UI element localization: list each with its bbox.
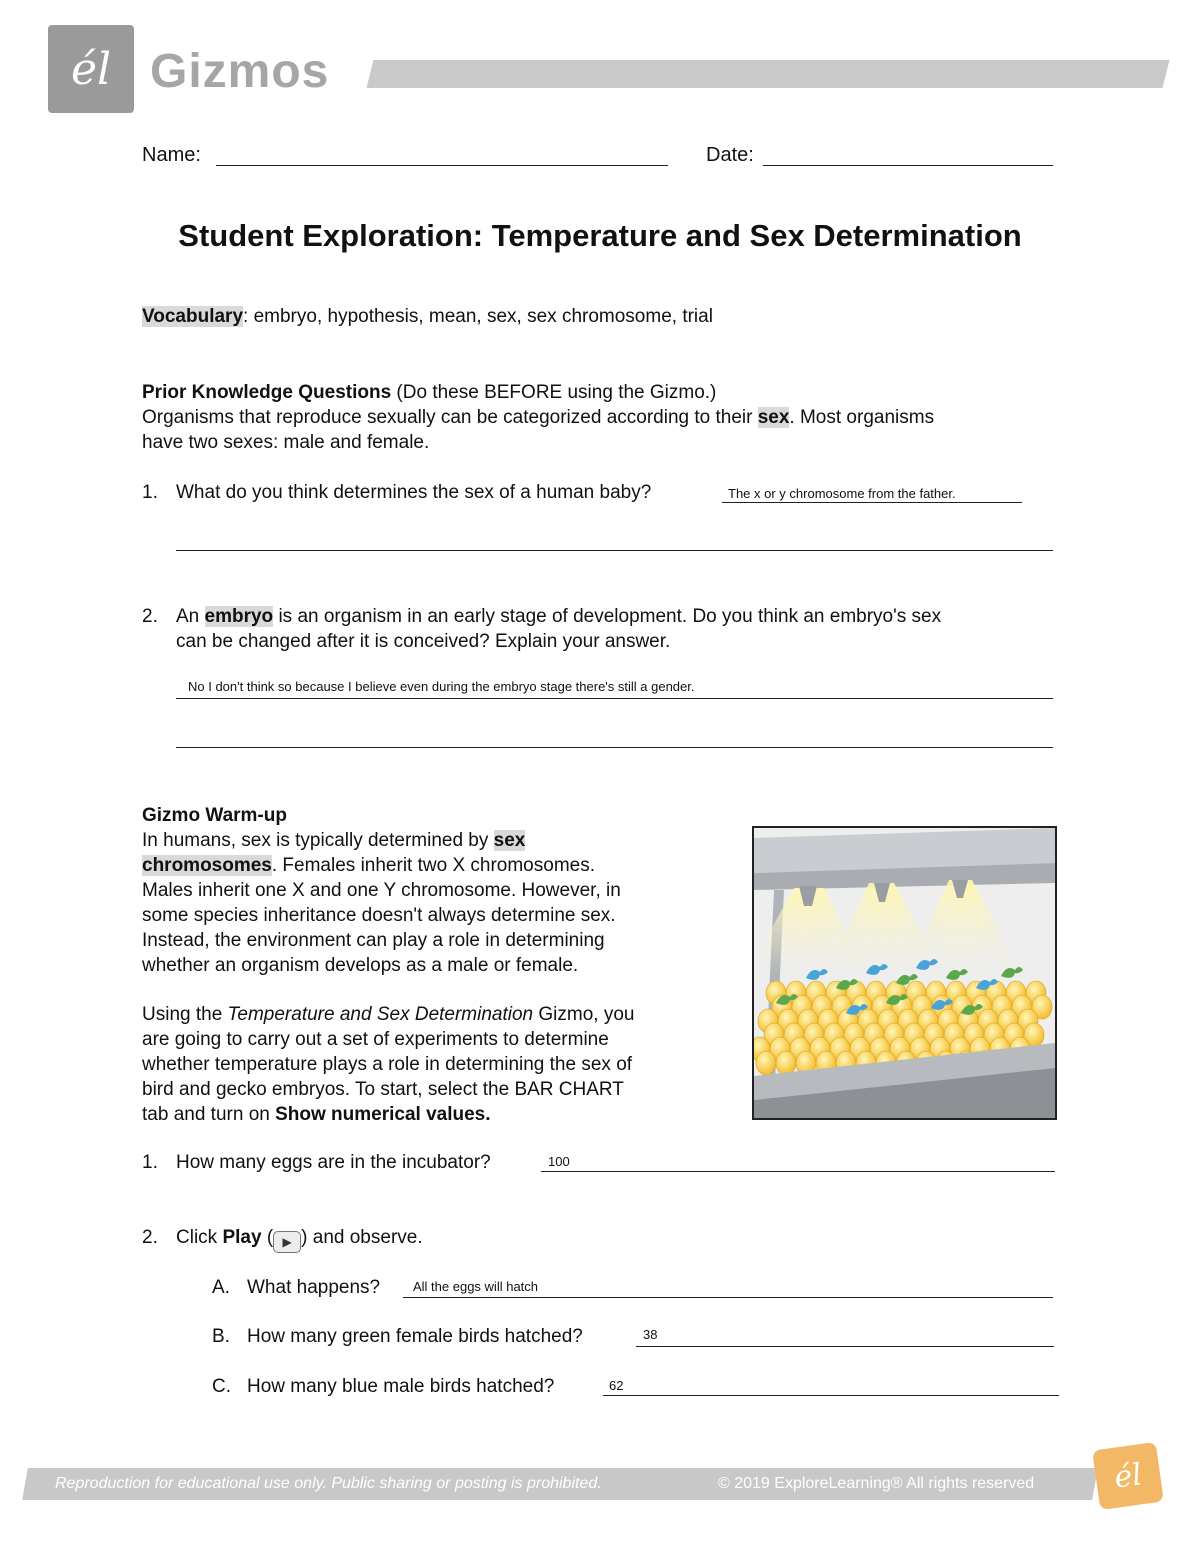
prior-knowledge-heading: Prior Knowledge Questions (Do these BEFORE using the Gizmo.) xyxy=(142,382,717,403)
warmup-p1-line1: In humans, sex is typically determined by sex xyxy=(142,830,526,851)
warmup-qb-answer: 38 xyxy=(643,1327,658,1342)
warmup-qc-letter: C. xyxy=(212,1376,231,1397)
warmup-q2-text: Click Play ( ▶ ) and observe. xyxy=(176,1225,423,1253)
term-sex-chromosomes-b: chromosomes xyxy=(142,855,272,876)
egg xyxy=(756,1051,776,1075)
footer-notice: Reproduction for educational use only. Public sharing or posting is prohibited. xyxy=(55,1475,602,1492)
prior-q2-number: 2. xyxy=(142,606,158,627)
warmup-qa-letter: A. xyxy=(212,1277,230,1298)
date-field[interactable] xyxy=(763,165,1053,166)
prior-q2-answer-line-2[interactable] xyxy=(176,747,1053,748)
warmup-p1-line4: some species inheritance doesn't always determine sex. xyxy=(142,905,616,926)
name-label: Name: xyxy=(142,144,201,166)
prior-q1-number: 1. xyxy=(142,482,158,503)
warmup-qb-text: How many green female birds hatched? xyxy=(247,1326,583,1347)
warmup-q1-answer-line[interactable] xyxy=(541,1171,1055,1172)
warmup-p1-line5: Instead, the environment can play a role in determining xyxy=(142,930,605,951)
header-bar xyxy=(367,60,1170,88)
warmup-p1-line6: whether an organism develops as a male or female. xyxy=(142,955,579,976)
warmup-p2-line1: Using the Temperature and Sex Determination Gizmo, you xyxy=(142,1004,635,1025)
prior-intro-line2: have two sexes: male and female. xyxy=(142,432,430,453)
warmup-heading: Gizmo Warm-up xyxy=(142,805,287,826)
incubator-illustration xyxy=(754,828,1055,1118)
warmup-p1-line2: chromosomes. Females inherit two X chromosomes. xyxy=(142,855,595,876)
explorelearning-footer-logo: él xyxy=(1092,1442,1164,1510)
warmup-q1-number: 1. xyxy=(142,1152,158,1173)
warmup-qa-answer-line[interactable] xyxy=(403,1297,1053,1298)
warmup-qa-text: What happens? xyxy=(247,1277,381,1298)
term-sex: sex xyxy=(757,407,790,428)
prior-q1-text: What do you think determines the sex of a human baby? xyxy=(176,482,652,503)
warmup-p2-line2: are going to carry out a set of experiments to determine xyxy=(142,1029,609,1050)
vocabulary-label: Vocabulary xyxy=(142,306,244,327)
prior-q1-answer-line-2[interactable] xyxy=(176,550,1053,551)
prior-q1-answer: The x or y chromosome from the father. xyxy=(728,486,956,501)
warmup-q1-answer: 100 xyxy=(548,1154,570,1169)
warmup-q2-number: 2. xyxy=(142,1227,158,1248)
prior-q2-answer: No I don't think so because I believe even during the embryo stage there's still a gender. xyxy=(188,679,695,694)
date-label: Date: xyxy=(706,144,754,166)
incubator-image xyxy=(752,826,1057,1120)
footer-copyright: © 2019 ExploreLearning® All rights reserved xyxy=(718,1475,1035,1492)
warmup-q1-text: How many eggs are in the incubator? xyxy=(176,1152,491,1173)
play-icon: ▶ xyxy=(273,1231,301,1253)
vocabulary-terms: : embryo, hypothesis, mean, sex, sex chromosome, trial xyxy=(243,306,713,327)
term-sex-chromosomes-a: sex xyxy=(493,830,526,851)
vocabulary-line xyxy=(142,304,713,329)
warmup-qa-answer: All the eggs will hatch xyxy=(413,1279,539,1294)
warmup-qb-answer-line[interactable] xyxy=(636,1346,1054,1347)
prior-q2-text: An embryo is an organism in an early stage of development. Do you think an embryo's sex xyxy=(176,606,942,627)
prior-q1-answer-line[interactable] xyxy=(722,502,1022,503)
prior-q2-text-line2: can be changed after it is conceived? Explain your answer. xyxy=(176,631,671,652)
warmup-p2-line3: whether temperature plays a role in determining the sex of xyxy=(142,1054,633,1075)
warmup-qc-answer-line[interactable] xyxy=(603,1395,1059,1396)
egg xyxy=(776,1051,796,1075)
explorelearning-logo: él xyxy=(48,25,134,113)
gizmos-brand: Gizmos xyxy=(150,45,330,98)
warmup-p2-line4: bird and gecko embryos. To start, select the BAR CHART xyxy=(142,1079,624,1100)
page-title: Student Exploration: Temperature and Sex Determination xyxy=(178,218,1022,253)
term-embryo: embryo xyxy=(204,606,274,627)
warmup-qc-answer: 62 xyxy=(609,1378,624,1393)
warmup-qb-letter: B. xyxy=(212,1326,230,1347)
prior-intro: Organisms that reproduce sexually can be categorized according to their sex. Most organisms xyxy=(142,407,935,428)
warmup-p1-line3: Males inherit one X and one Y chromosome. However, in xyxy=(142,880,621,901)
prior-q2-answer-line[interactable] xyxy=(176,698,1053,699)
name-field[interactable] xyxy=(216,165,668,166)
warmup-qc-text: How many blue male birds hatched? xyxy=(247,1376,555,1397)
warmup-p2-line5: tab and turn on Show numerical values. xyxy=(142,1104,491,1125)
